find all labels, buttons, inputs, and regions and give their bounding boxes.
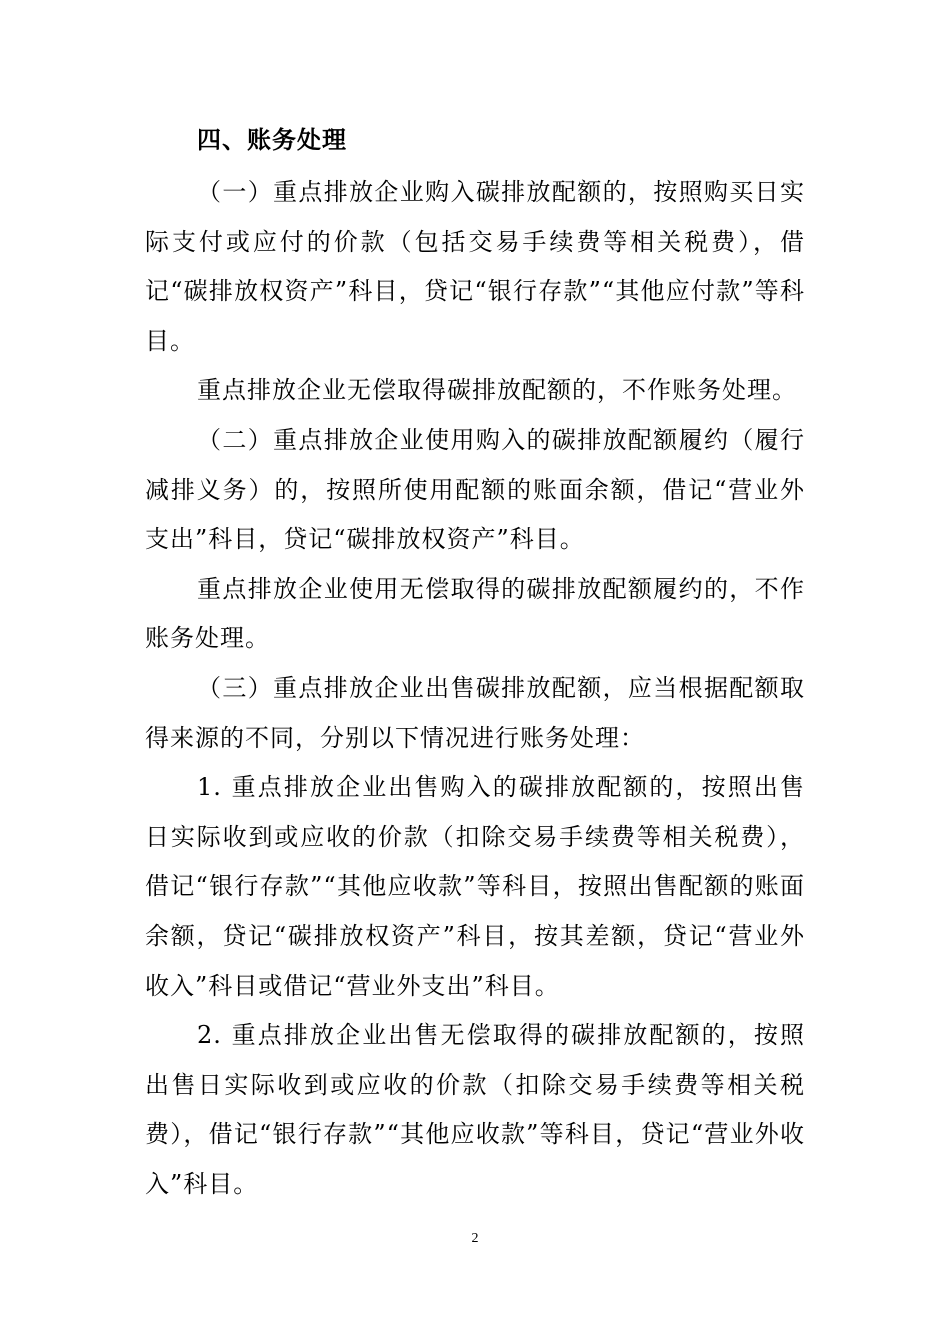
- body-text: [145, 168, 805, 1209]
- paragraph-use-purchased: （二）重点排放企业使用购入的碳排放配额履约（履行减排义务）的，按照所使用配额的账面余额，借记“营业外支出”科目，贷记“碳排放权资产”科目。: [145, 425, 805, 554]
- paragraph-sell-allowance: （三）重点排放企业出售碳排放配额，应当根据配额取得来源的不同，分别以下情况进行账务处理：: [145, 673, 805, 752]
- paragraph-free-allowance: 重点排放企业无偿取得碳排放配额的，不作账务处理。: [197, 376, 797, 405]
- paragraph-purchase-allowance: （一）重点排放企业购入碳排放配额的，按照购买日实际支付或应付的价款（包括交易手续费等相关税费），借记“碳排放权资产”科目，贷记“银行存款”“其他应付款”等科目。: [145, 178, 805, 355]
- paragraph-sell-free: 2. 重点排放企业出售无偿取得的碳排放配额的，按照出售日实际收到或应收的价款（扣除交易手续费等相关税费），借记“银行存款”“其他应收款”等科目，贷记“营业外收入”科目。: [145, 1021, 805, 1198]
- section-heading: 四、账务处理: [197, 126, 347, 154]
- page-number: 2: [471, 1231, 479, 1246]
- paragraph-sell-purchased: 1. 重点排放企业出售购入的碳排放配额的，按照出售日实际收到或应收的价款（扣除交易手续费等相关税费），借记“银行存款”“其他应收款”等科目，按照出售配额的账面余额，贷记“碳排放权资产”科目，按其差额，贷记“营业外收入”科目或借记“营业外支出”科目。: [145, 773, 805, 1000]
- paragraph-use-free: 重点排放企业使用无偿取得的碳排放配额履约的，不作账务处理。: [145, 574, 805, 653]
